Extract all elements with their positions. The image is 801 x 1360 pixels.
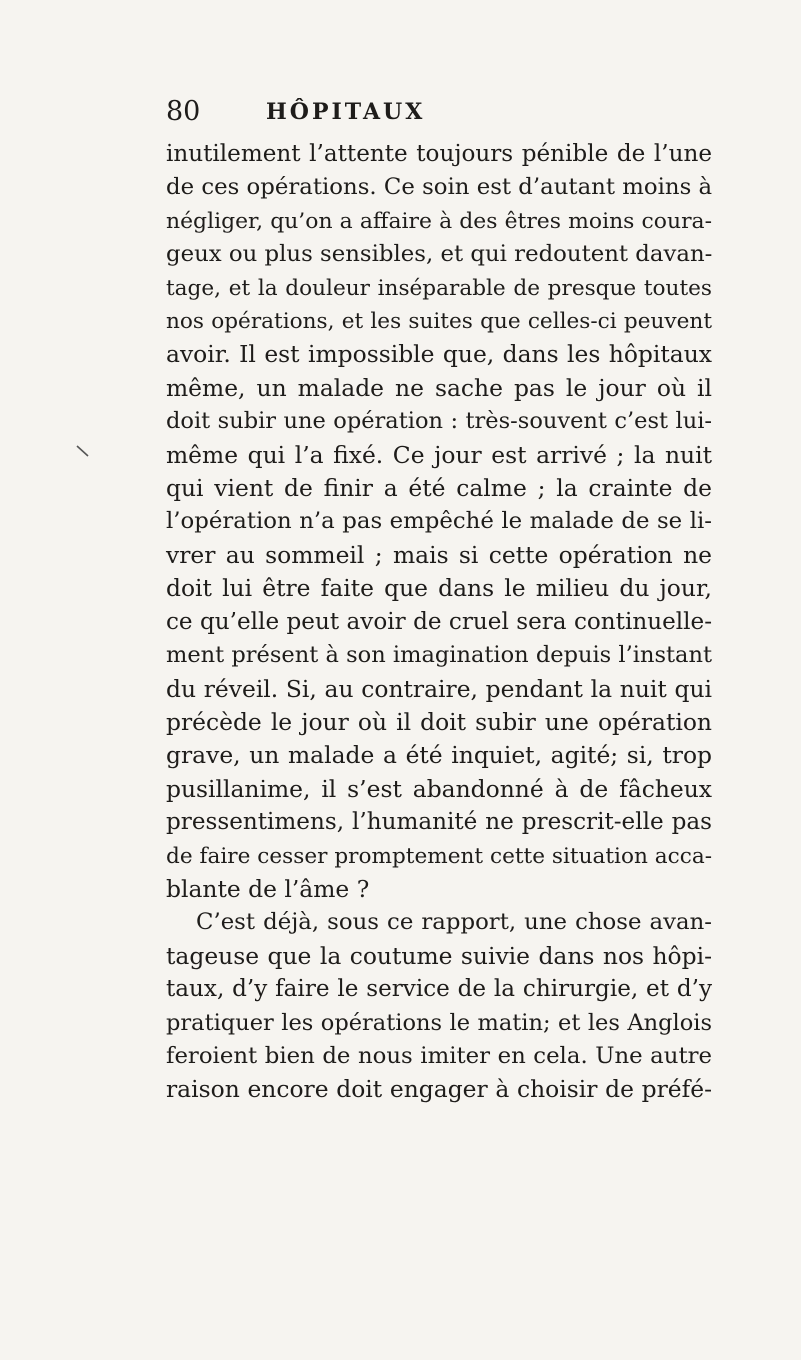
text-line: grave, un malade a été inquiet, agité; si, trop: [166, 741, 712, 770]
text-line: inutilement l’attente toujours pénible de l’une: [166, 141, 712, 167]
text-line: feroient bien de nous imiter en cela. Une autre: [166, 1042, 712, 1069]
text-line: raison encore doit engager à choisir de préfé-: [166, 1075, 712, 1104]
text-line: doit lui être faite que dans le milieu du jour,: [166, 574, 712, 603]
text-line: de ces opérations. Ce soin est d’autant moins à: [166, 174, 713, 201]
margin-mark-icon: [76, 444, 90, 458]
text-line: geux ou plus sensibles, et qui redoutent davan-: [166, 241, 713, 268]
page-header: [166, 94, 712, 130]
text-line: même qui l’a fixé. Ce jour est arrivé ; la nuit: [166, 440, 712, 469]
text-line: C’est déjà, sous ce rapport, une chose avan-: [196, 909, 712, 936]
page-number: 80: [166, 96, 201, 127]
text-line: négliger, qu’on a affaire à des êtres moins coura-: [166, 208, 712, 234]
text-line: vrer au sommeil ; mais si cette opération ne: [166, 540, 712, 569]
text-line: du réveil. Si, au contraire, pendant la nuit qui: [166, 674, 712, 703]
text-line: même, un malade ne sache pas le jour où il: [166, 373, 712, 402]
body-text: [166, 138, 712, 1107]
text-line: taux, d’y faire le service de la chirurgie, et d’y: [166, 976, 712, 1003]
text-line: avoir. Il est impossible que, dans les hôpitaux: [166, 340, 712, 369]
text-line: ment présent à son imagination depuis l’instant: [166, 642, 712, 669]
text-line: précède le jour où il doit subir une opération: [166, 707, 712, 736]
running-head: HÔPITAUX: [266, 99, 426, 125]
text-line: doit subir une opération : très-souvent c’est lui-: [166, 408, 712, 435]
text-line: qui vient de finir a été calme ; la crainte de: [166, 474, 712, 503]
text-line: tageuse que la coutume suivie dans nos hôpi-: [166, 941, 712, 970]
text-line: de faire cesser promptement cette situation acca-: [166, 843, 712, 869]
text-line: pusillanime, il s’est abandonné à de fâcheux: [166, 774, 712, 803]
text-line: ce qu’elle peut avoir de cruel sera continuelle-: [166, 608, 712, 635]
text-line: l’opération n’a pas empêché le malade de se li-: [166, 508, 712, 535]
text-line: nos opérations, et les suites que celles-ci peuvent: [166, 309, 712, 335]
text-line: pratiquer les opérations le matin; et les Anglois: [166, 1009, 712, 1036]
text-line: blante de l’âme ?: [166, 874, 370, 903]
text-line: tage, et la douleur inséparable de presque toutes: [166, 275, 712, 301]
text-line: pressentimens, l’humanité ne prescrit-elle pas: [166, 809, 712, 836]
